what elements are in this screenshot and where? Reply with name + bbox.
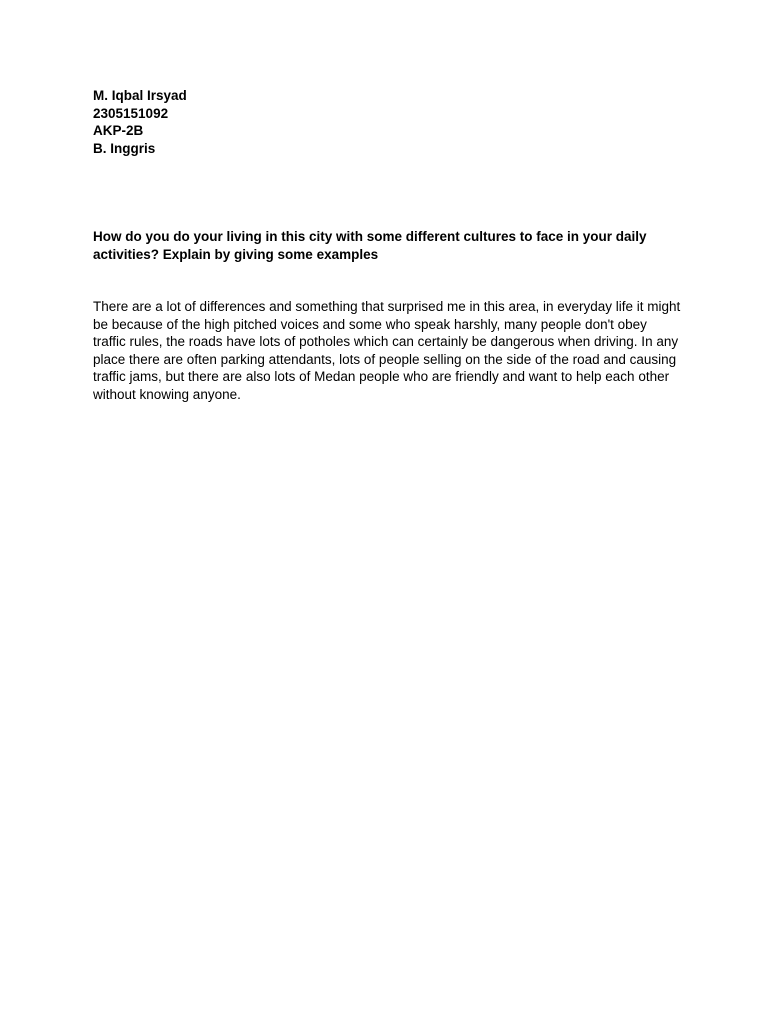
student-name: M. Iqbal Irsyad xyxy=(93,88,187,103)
subject-name: B. Inggris xyxy=(93,140,156,156)
student-id: 2305151092 xyxy=(93,105,169,121)
class-code: AKP-2B xyxy=(93,123,144,139)
student-info-block xyxy=(93,87,693,157)
answer-paragraph: There are a lot of differences and something that surprised me in this area, in everyday life it might be because of the high pitched voices and some who speak harshly, many people don't obey traffic rules, the roads have lots of potholes which can certainly be dangerous when driving. In any place there are often parking attendants, lots of people selling on the side of the road and causing traffic jams, but there are also lots of Medan people who are friendly and want to help each other without knowing anyone. xyxy=(93,299,681,402)
question-text: How do you do your living in this city with some different cultures to face in your daily activities? Explain by giving some examples xyxy=(93,229,647,262)
